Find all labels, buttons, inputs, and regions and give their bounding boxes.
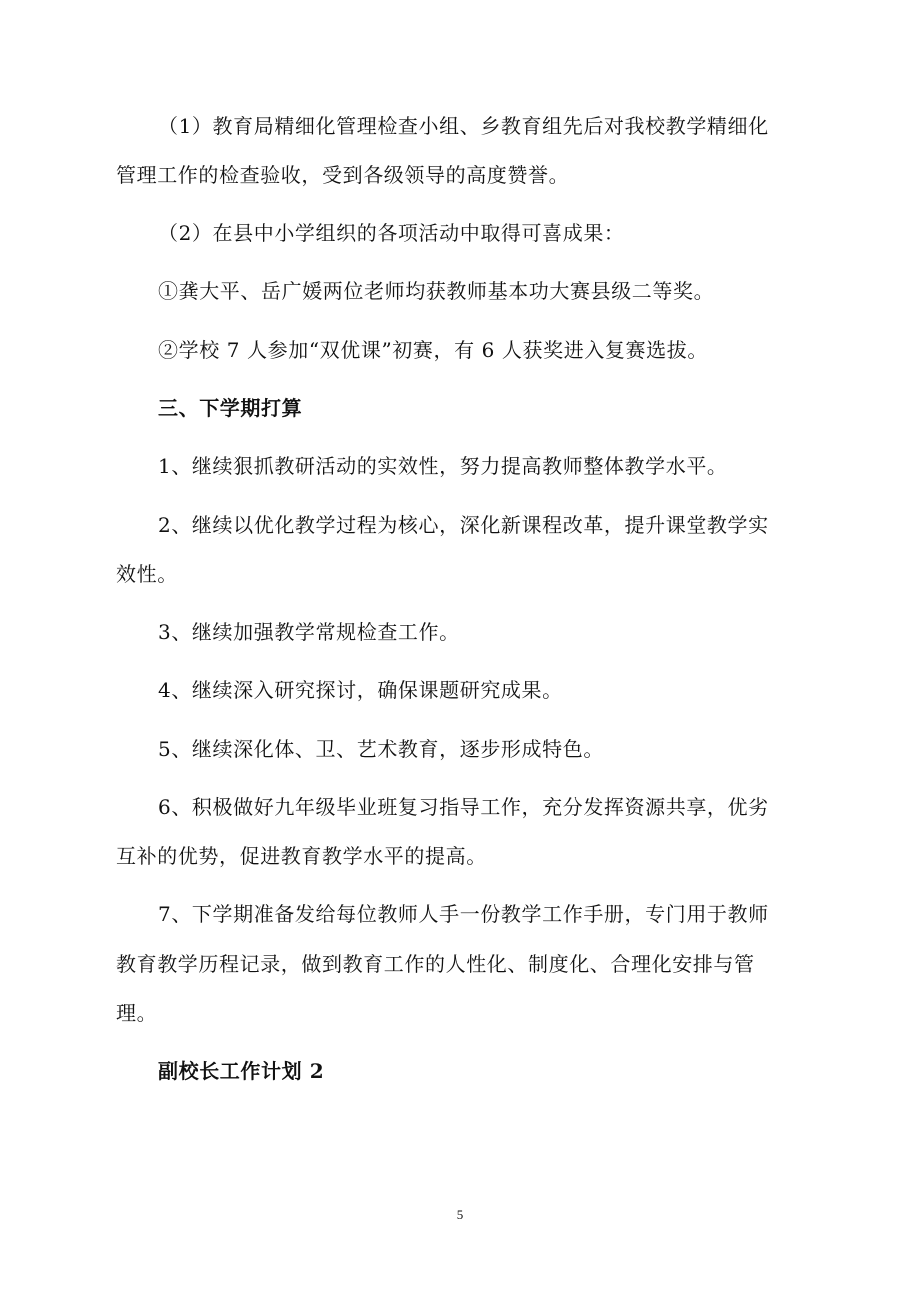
section-heading-next-term: 三、下学期打算 bbox=[158, 396, 303, 420]
plan-item-4: 4、继续深入研究探讨，确保课题研究成果。 bbox=[158, 678, 563, 702]
plan-item-1: 1、继续狠抓教研活动的实效性，努力提高教师整体教学水平。 bbox=[158, 454, 728, 478]
plan-item-6-line-1: 6、积极做好九年级毕业班复习指导工作，充分发挥资源共享，优劣 bbox=[158, 795, 769, 819]
paragraph-2-line-1: （2）在县中小学组织的各项活动中取得可喜成果： bbox=[158, 221, 625, 245]
award-item-1: ①龚大平、岳广媛两位老师均获教师基本功大赛县级二等奖。 bbox=[158, 279, 715, 303]
plan-item-2-line-2: 效性。 bbox=[116, 562, 178, 586]
plan-item-5: 5、继续深化体、卫、艺术教育，逐步形成特色。 bbox=[158, 737, 604, 761]
plan-item-6-line-2: 互补的优势，促进教育教学水平的提高。 bbox=[116, 844, 487, 868]
plan-item-7-line-2: 教育教学历程记录，做到教育工作的人性化、制度化、合理化安排与管 bbox=[116, 952, 755, 976]
page-number: 5 bbox=[456, 1207, 464, 1222]
award-item-2: ②学校 7 人参加“双优课”初赛，有 6 人获奖进入复赛选拔。 bbox=[158, 338, 708, 362]
paragraph-1-line-2: 管理工作的检查验收，受到各级领导的高度赞誉。 bbox=[116, 163, 570, 187]
plan-item-3: 3、继续加强教学常规检查工作。 bbox=[158, 620, 460, 644]
paragraph-1-line-1: （1）教育局精细化管理检查小组、乡教育组先后对我校教学精细化 bbox=[158, 114, 769, 138]
section-heading-vice-principal-plan-2: 副校长工作计划 2 bbox=[158, 1059, 325, 1083]
plan-item-7-line-1: 7、下学期准备发给每位教师人手一份教学工作手册，专门用于教师 bbox=[158, 902, 769, 926]
plan-item-2-line-1: 2、继续以优化教学过程为核心，深化新课程改革，提升课堂教学实 bbox=[158, 513, 769, 537]
plan-item-7-line-3: 理。 bbox=[116, 1001, 158, 1025]
